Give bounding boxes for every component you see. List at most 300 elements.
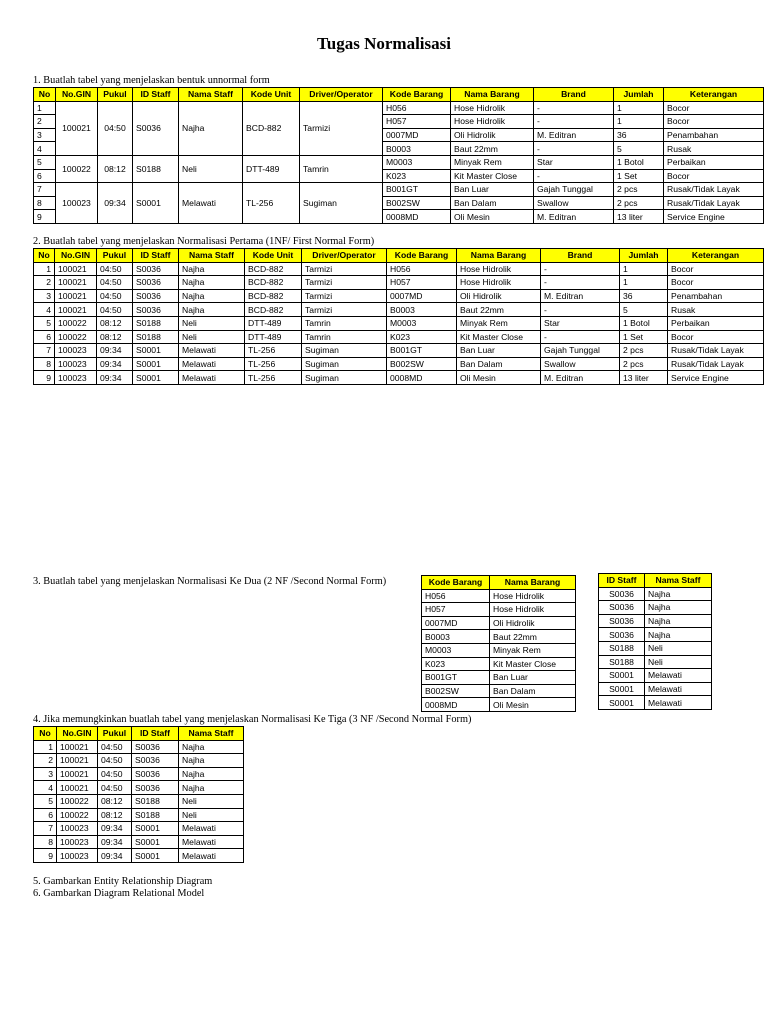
keterangan-cell: Bocor [664,101,764,115]
pukul-cell: 09:34 [98,822,132,836]
brand-cell: M. Editran [534,128,614,142]
nama-barang-cell: Hose Hidrolik [451,101,534,115]
column-header: No.GIN [56,88,98,102]
row-number-cell: 5 [34,316,55,330]
kode-barang-cell: B002SW [387,357,457,371]
column-header: Nama Barang [457,249,541,263]
row-number-cell: 1 [34,101,56,115]
kode-barang-cell: H056 [383,101,451,115]
keterangan-cell: Rusak/Tidak Layak [668,357,764,371]
table-row [422,657,576,671]
table-row [34,183,764,197]
brand-cell: - [541,330,620,344]
kode-barang-cell: B0003 [422,630,490,644]
kode-unit-cell: BCD-882 [243,101,300,155]
row-number-cell: 3 [34,128,56,142]
no-gin-cell: 100022 [55,316,97,330]
table-row [34,316,764,330]
keterangan-cell: Rusak [668,303,764,317]
row-number-cell: 1 [34,262,55,276]
nama-barang-cell: Oli Hidrolik [457,289,541,303]
column-header: Nama Barang [490,576,576,590]
row-number-cell: 2 [34,115,56,129]
driver-operator-cell: Tamrin [300,155,383,182]
header-row [34,249,764,263]
driver-operator-cell: Tarmizi [302,276,387,290]
second-normal-form-barang-table [421,575,576,712]
no-gin-cell: 100023 [56,183,98,224]
table-row [422,671,576,685]
table-row [422,603,576,617]
row-number-cell: 2 [34,276,55,290]
nama-barang-cell: Baut 22mm [490,630,576,644]
row-number-cell: 8 [34,357,55,371]
table-row [599,641,712,655]
no-gin-cell: 100021 [56,101,98,155]
row-number-cell: 9 [34,849,57,863]
kode-barang-cell: K023 [387,330,457,344]
jumlah-cell: 1 [620,262,668,276]
id-staff-cell: S0036 [599,628,645,642]
id-staff-cell: S0001 [132,822,179,836]
table-row [34,781,244,795]
column-header: Nama Staff [179,727,244,741]
no-gin-cell: 100023 [55,344,97,358]
nama-barang-cell: Oli Mesin [490,698,576,712]
table-row [599,682,712,696]
nama-staff-cell: Melawati [179,371,245,385]
brand-cell: - [541,262,620,276]
brand-cell: M. Editran [541,289,620,303]
nama-barang-cell: Ban Luar [451,183,534,197]
row-number-cell: 3 [34,289,55,303]
nama-staff-cell: Najha [179,303,245,317]
brand-cell: - [541,303,620,317]
nama-barang-cell: Hose Hidrolik [490,589,576,603]
no-gin-cell: 100021 [55,276,97,290]
kode-barang-cell: M0003 [383,155,451,169]
id-staff-cell: S0001 [599,682,645,696]
nama-staff-cell: Najha [179,781,244,795]
pukul-cell: 08:12 [98,155,133,182]
row-number-cell: 9 [34,371,55,385]
driver-operator-cell: Tamrin [302,316,387,330]
table-row [599,614,712,628]
kode-unit-cell: DTT-489 [245,330,302,344]
nama-barang-cell: Ban Dalam [457,357,541,371]
question-2: 2. Buatlah tabel yang menjelaskan Normalisasi Pertama (1NF/ First Normal Form) [33,236,375,247]
jumlah-cell: 5 [614,142,664,156]
no-gin-cell: 100023 [57,822,98,836]
driver-operator-cell: Sugiman [302,357,387,371]
keterangan-cell: Perbaikan [668,316,764,330]
table-row [599,655,712,669]
jumlah-cell: 1 Set [620,330,668,344]
kode-unit-cell: TL-256 [243,183,300,224]
no-gin-cell: 100023 [55,357,97,371]
kode-barang-cell: B0003 [383,142,451,156]
kode-unit-cell: BCD-882 [245,289,302,303]
pukul-cell: 04:50 [97,289,133,303]
table-row [34,767,244,781]
kode-unit-cell: TL-256 [245,357,302,371]
nama-barang-cell: Baut 22mm [457,303,541,317]
kode-barang-cell: B001GT [422,671,490,685]
table-row [34,357,764,371]
keterangan-cell: Bocor [668,276,764,290]
kode-unit-cell: TL-256 [245,344,302,358]
column-header: No.GIN [57,727,98,741]
nama-staff-cell: Neli [179,808,244,822]
row-number-cell: 3 [34,767,57,781]
keterangan-cell: Bocor [664,169,764,183]
header-row [422,576,576,590]
nama-barang-cell: Kit Master Close [457,330,541,344]
id-staff-cell: S0001 [132,849,179,863]
pukul-cell: 04:50 [98,781,132,795]
nama-barang-cell: Oli Mesin [451,210,534,224]
nama-staff-cell: Melawati [645,682,712,696]
table-row [422,616,576,630]
no-gin-cell: 100023 [57,835,98,849]
column-header: No.GIN [55,249,97,263]
row-number-cell: 6 [34,330,55,344]
nama-barang-cell: Kit Master Close [490,657,576,671]
nama-staff-cell: Melawati [179,835,244,849]
driver-operator-cell: Sugiman [302,371,387,385]
no-gin-cell: 100021 [57,767,98,781]
id-staff-cell: S0188 [133,330,179,344]
third-normal-form-table [33,726,244,863]
brand-cell: M. Editran [534,210,614,224]
nama-staff-cell: Neli [179,794,244,808]
first-normal-form-table [33,248,764,385]
table-row [34,101,764,115]
keterangan-cell: Perbaikan [664,155,764,169]
column-header: Kode Barang [422,576,490,590]
header-row [34,88,764,102]
nama-staff-cell: Najha [179,754,244,768]
keterangan-cell: Bocor [668,262,764,276]
brand-cell: - [534,142,614,156]
column-header: Jumlah [614,88,664,102]
column-header: Kode Barang [387,249,457,263]
nama-staff-cell: Melawati [179,344,245,358]
id-staff-cell: S0036 [133,276,179,290]
kode-barang-cell: H057 [383,115,451,129]
nama-staff-cell: Najha [179,289,245,303]
id-staff-cell: S0036 [599,601,645,615]
pukul-cell: 08:12 [97,330,133,344]
column-header: No [34,88,56,102]
jumlah-cell: 2 pcs [614,183,664,197]
column-header: Jumlah [620,249,668,263]
pukul-cell: 04:50 [97,262,133,276]
id-staff-cell: S0188 [133,316,179,330]
no-gin-cell: 100021 [57,754,98,768]
no-gin-cell: 100021 [55,262,97,276]
pukul-cell: 04:50 [97,276,133,290]
pukul-cell: 09:34 [98,835,132,849]
keterangan-cell: Service Engine [668,371,764,385]
brand-cell: Star [541,316,620,330]
nama-barang-cell: Ban Luar [457,344,541,358]
question-3: 3. Buatlah tabel yang menjelaskan Normalisasi Ke Dua (2 NF /Second Normal Form) [33,576,387,587]
no-gin-cell: 100022 [56,155,98,182]
table-row [34,754,244,768]
brand-cell: - [534,101,614,115]
pukul-cell: 09:34 [97,357,133,371]
question-6: 6. Gambarkan Diagram Relational Model [33,888,205,899]
question-5: 5. Gambarkan Entity Relationship Diagram [33,876,213,887]
nama-barang-cell: Ban Luar [490,671,576,685]
document-title: Tugas Normalisasi [317,34,451,53]
row-number-cell: 7 [34,822,57,836]
id-staff-cell: S0036 [132,781,179,795]
kode-barang-cell: B0003 [387,303,457,317]
jumlah-cell: 1 Set [614,169,664,183]
keterangan-cell: Rusak [664,142,764,156]
id-staff-cell: S0188 [599,655,645,669]
brand-cell: Gajah Tunggal [541,344,620,358]
brand-cell: Gajah Tunggal [534,183,614,197]
brand-cell: - [541,276,620,290]
id-staff-cell: S0036 [133,289,179,303]
second-normal-form-staff-table [598,573,712,710]
nama-barang-cell: Oli Hidrolik [451,128,534,142]
id-staff-cell: S0036 [132,740,179,754]
nama-barang-cell: Oli Mesin [457,371,541,385]
id-staff-cell: S0001 [133,371,179,385]
keterangan-cell: Penambahan [668,289,764,303]
table-row [34,794,244,808]
kode-barang-cell: K023 [383,169,451,183]
row-number-cell: 9 [34,210,56,224]
jumlah-cell: 1 [614,101,664,115]
kode-unit-cell: BCD-882 [245,262,302,276]
table-row [34,849,244,863]
jumlah-cell: 5 [620,303,668,317]
pukul-cell: 04:50 [98,101,133,155]
row-number-cell: 5 [34,155,56,169]
pukul-cell: 09:34 [98,849,132,863]
column-header: Keterangan [664,88,764,102]
no-gin-cell: 100021 [55,303,97,317]
id-staff-cell: S0036 [133,262,179,276]
pukul-cell: 09:34 [98,183,133,224]
kode-barang-cell: M0003 [387,316,457,330]
kode-barang-cell: 0007MD [422,616,490,630]
table-row [34,822,244,836]
jumlah-cell: 13 liter [614,210,664,224]
id-staff-cell: S0036 [599,587,645,601]
keterangan-cell: Rusak/Tidak Layak [664,196,764,210]
nama-staff-cell: Neli [179,316,245,330]
nama-staff-cell: Melawati [645,696,712,710]
nama-staff-cell: Melawati [179,849,244,863]
column-header: Kode Unit [243,88,300,102]
nama-staff-cell: Najha [179,262,245,276]
pukul-cell: 08:12 [98,808,132,822]
column-header: Driver/Operator [300,88,383,102]
kode-barang-cell: 0008MD [387,371,457,385]
pukul-cell: 04:50 [97,303,133,317]
nama-staff-cell: Najha [179,740,244,754]
keterangan-cell: Rusak/Tidak Layak [664,183,764,197]
id-staff-cell: S0001 [133,357,179,371]
kode-barang-cell: 0007MD [387,289,457,303]
kode-unit-cell: BCD-882 [245,276,302,290]
no-gin-cell: 100021 [55,289,97,303]
column-header: Keterangan [668,249,764,263]
question-1: 1. Buatlah tabel yang menjelaskan bentuk unnormal form [33,75,270,86]
no-gin-cell: 100022 [55,330,97,344]
keterangan-cell: Bocor [668,330,764,344]
kode-unit-cell: BCD-882 [245,303,302,317]
kode-barang-cell: B001GT [383,183,451,197]
kode-barang-cell: H056 [422,589,490,603]
row-number-cell: 7 [34,344,55,358]
pukul-cell: 09:34 [97,344,133,358]
id-staff-cell: S0001 [132,835,179,849]
table-row [34,289,764,303]
keterangan-cell: Bocor [664,115,764,129]
header-row [599,574,712,588]
brand-cell: M. Editran [541,371,620,385]
row-number-cell: 6 [34,808,57,822]
row-number-cell: 2 [34,754,57,768]
nama-staff-cell: Najha [179,276,245,290]
column-header: Pukul [98,88,133,102]
nama-staff-cell: Neli [179,330,245,344]
driver-operator-cell: Tamrin [302,330,387,344]
nama-barang-cell: Hose Hidrolik [490,603,576,617]
jumlah-cell: 1 Botol [620,316,668,330]
question-4: 4. Jika memungkinkan buatlah tabel yang menjelaskan Normalisasi Ke Tiga (3 NF /Second Normal Form) [33,714,472,725]
nama-barang-cell: Baut 22mm [451,142,534,156]
driver-operator-cell: Tarmizi [302,303,387,317]
kode-barang-cell: 0008MD [422,698,490,712]
table-row [599,696,712,710]
kode-barang-cell: 0007MD [383,128,451,142]
driver-operator-cell: Tarmizi [300,101,383,155]
kode-unit-cell: TL-256 [245,371,302,385]
brand-cell: - [534,169,614,183]
no-gin-cell: 100022 [57,808,98,822]
kode-barang-cell: H057 [387,276,457,290]
column-header: Pukul [97,249,133,263]
table-row [34,330,764,344]
table-row [34,371,764,385]
no-gin-cell: 100021 [57,740,98,754]
column-header: Brand [541,249,620,263]
id-staff-cell: S0188 [133,155,179,182]
row-number-cell: 4 [34,142,56,156]
table-row [34,303,764,317]
column-header: Pukul [98,727,132,741]
jumlah-cell: 1 [620,276,668,290]
row-number-cell: 8 [34,835,57,849]
table-row [599,669,712,683]
pukul-cell: 08:12 [98,794,132,808]
nama-barang-cell: Kit Master Close [451,169,534,183]
id-staff-cell: S0188 [132,794,179,808]
id-staff-cell: S0036 [599,614,645,628]
row-number-cell: 6 [34,169,56,183]
column-header: Driver/Operator [302,249,387,263]
id-staff-cell: S0001 [599,669,645,683]
keterangan-cell: Service Engine [664,210,764,224]
table-row [422,589,576,603]
brand-cell: Star [534,155,614,169]
column-header: Kode Unit [245,249,302,263]
pukul-cell: 09:34 [97,371,133,385]
nama-staff-cell: Melawati [179,357,245,371]
nama-barang-cell: Ban Dalam [490,684,576,698]
nama-barang-cell: Hose Hidrolik [457,276,541,290]
row-number-cell: 4 [34,781,57,795]
jumlah-cell: 1 Botol [614,155,664,169]
column-header: Nama Staff [645,574,712,588]
table-row [34,808,244,822]
column-header: ID Staff [132,727,179,741]
brand-cell: Swallow [541,357,620,371]
driver-operator-cell: Tarmizi [302,289,387,303]
table-row [422,630,576,644]
jumlah-cell: 2 pcs [614,196,664,210]
nama-barang-cell: Hose Hidrolik [451,115,534,129]
table-row [422,643,576,657]
nama-staff-cell: Neli [645,641,712,655]
nama-staff-cell: Najha [179,101,243,155]
table-row [34,835,244,849]
id-staff-cell: S0001 [133,183,179,224]
kode-barang-cell: H057 [422,603,490,617]
id-staff-cell: S0001 [599,696,645,710]
kode-unit-cell: DTT-489 [243,155,300,182]
table-row [34,344,764,358]
driver-operator-cell: Sugiman [302,344,387,358]
row-number-cell: 4 [34,303,55,317]
table-row [422,698,576,712]
nama-staff-cell: Melawati [645,669,712,683]
nama-staff-cell: Neli [645,655,712,669]
row-number-cell: 5 [34,794,57,808]
kode-barang-cell: H056 [387,262,457,276]
pukul-cell: 04:50 [98,740,132,754]
no-gin-cell: 100022 [57,794,98,808]
table-row [422,684,576,698]
nama-barang-cell: Ban Dalam [451,196,534,210]
kode-barang-cell: K023 [422,657,490,671]
row-number-cell: 7 [34,183,56,197]
column-header: ID Staff [133,249,179,263]
header-row [34,727,244,741]
kode-barang-cell: M0003 [422,643,490,657]
jumlah-cell: 2 pcs [620,357,668,371]
driver-operator-cell: Tarmizi [302,262,387,276]
brand-cell: - [534,115,614,129]
nama-staff-cell: Najha [645,614,712,628]
column-header: ID Staff [133,88,179,102]
pukul-cell: 04:50 [98,767,132,781]
jumlah-cell: 36 [614,128,664,142]
jumlah-cell: 13 liter [620,371,668,385]
kode-barang-cell: B002SW [422,684,490,698]
kode-barang-cell: B002SW [383,196,451,210]
nama-barang-cell: Minyak Rem [457,316,541,330]
jumlah-cell: 1 [614,115,664,129]
